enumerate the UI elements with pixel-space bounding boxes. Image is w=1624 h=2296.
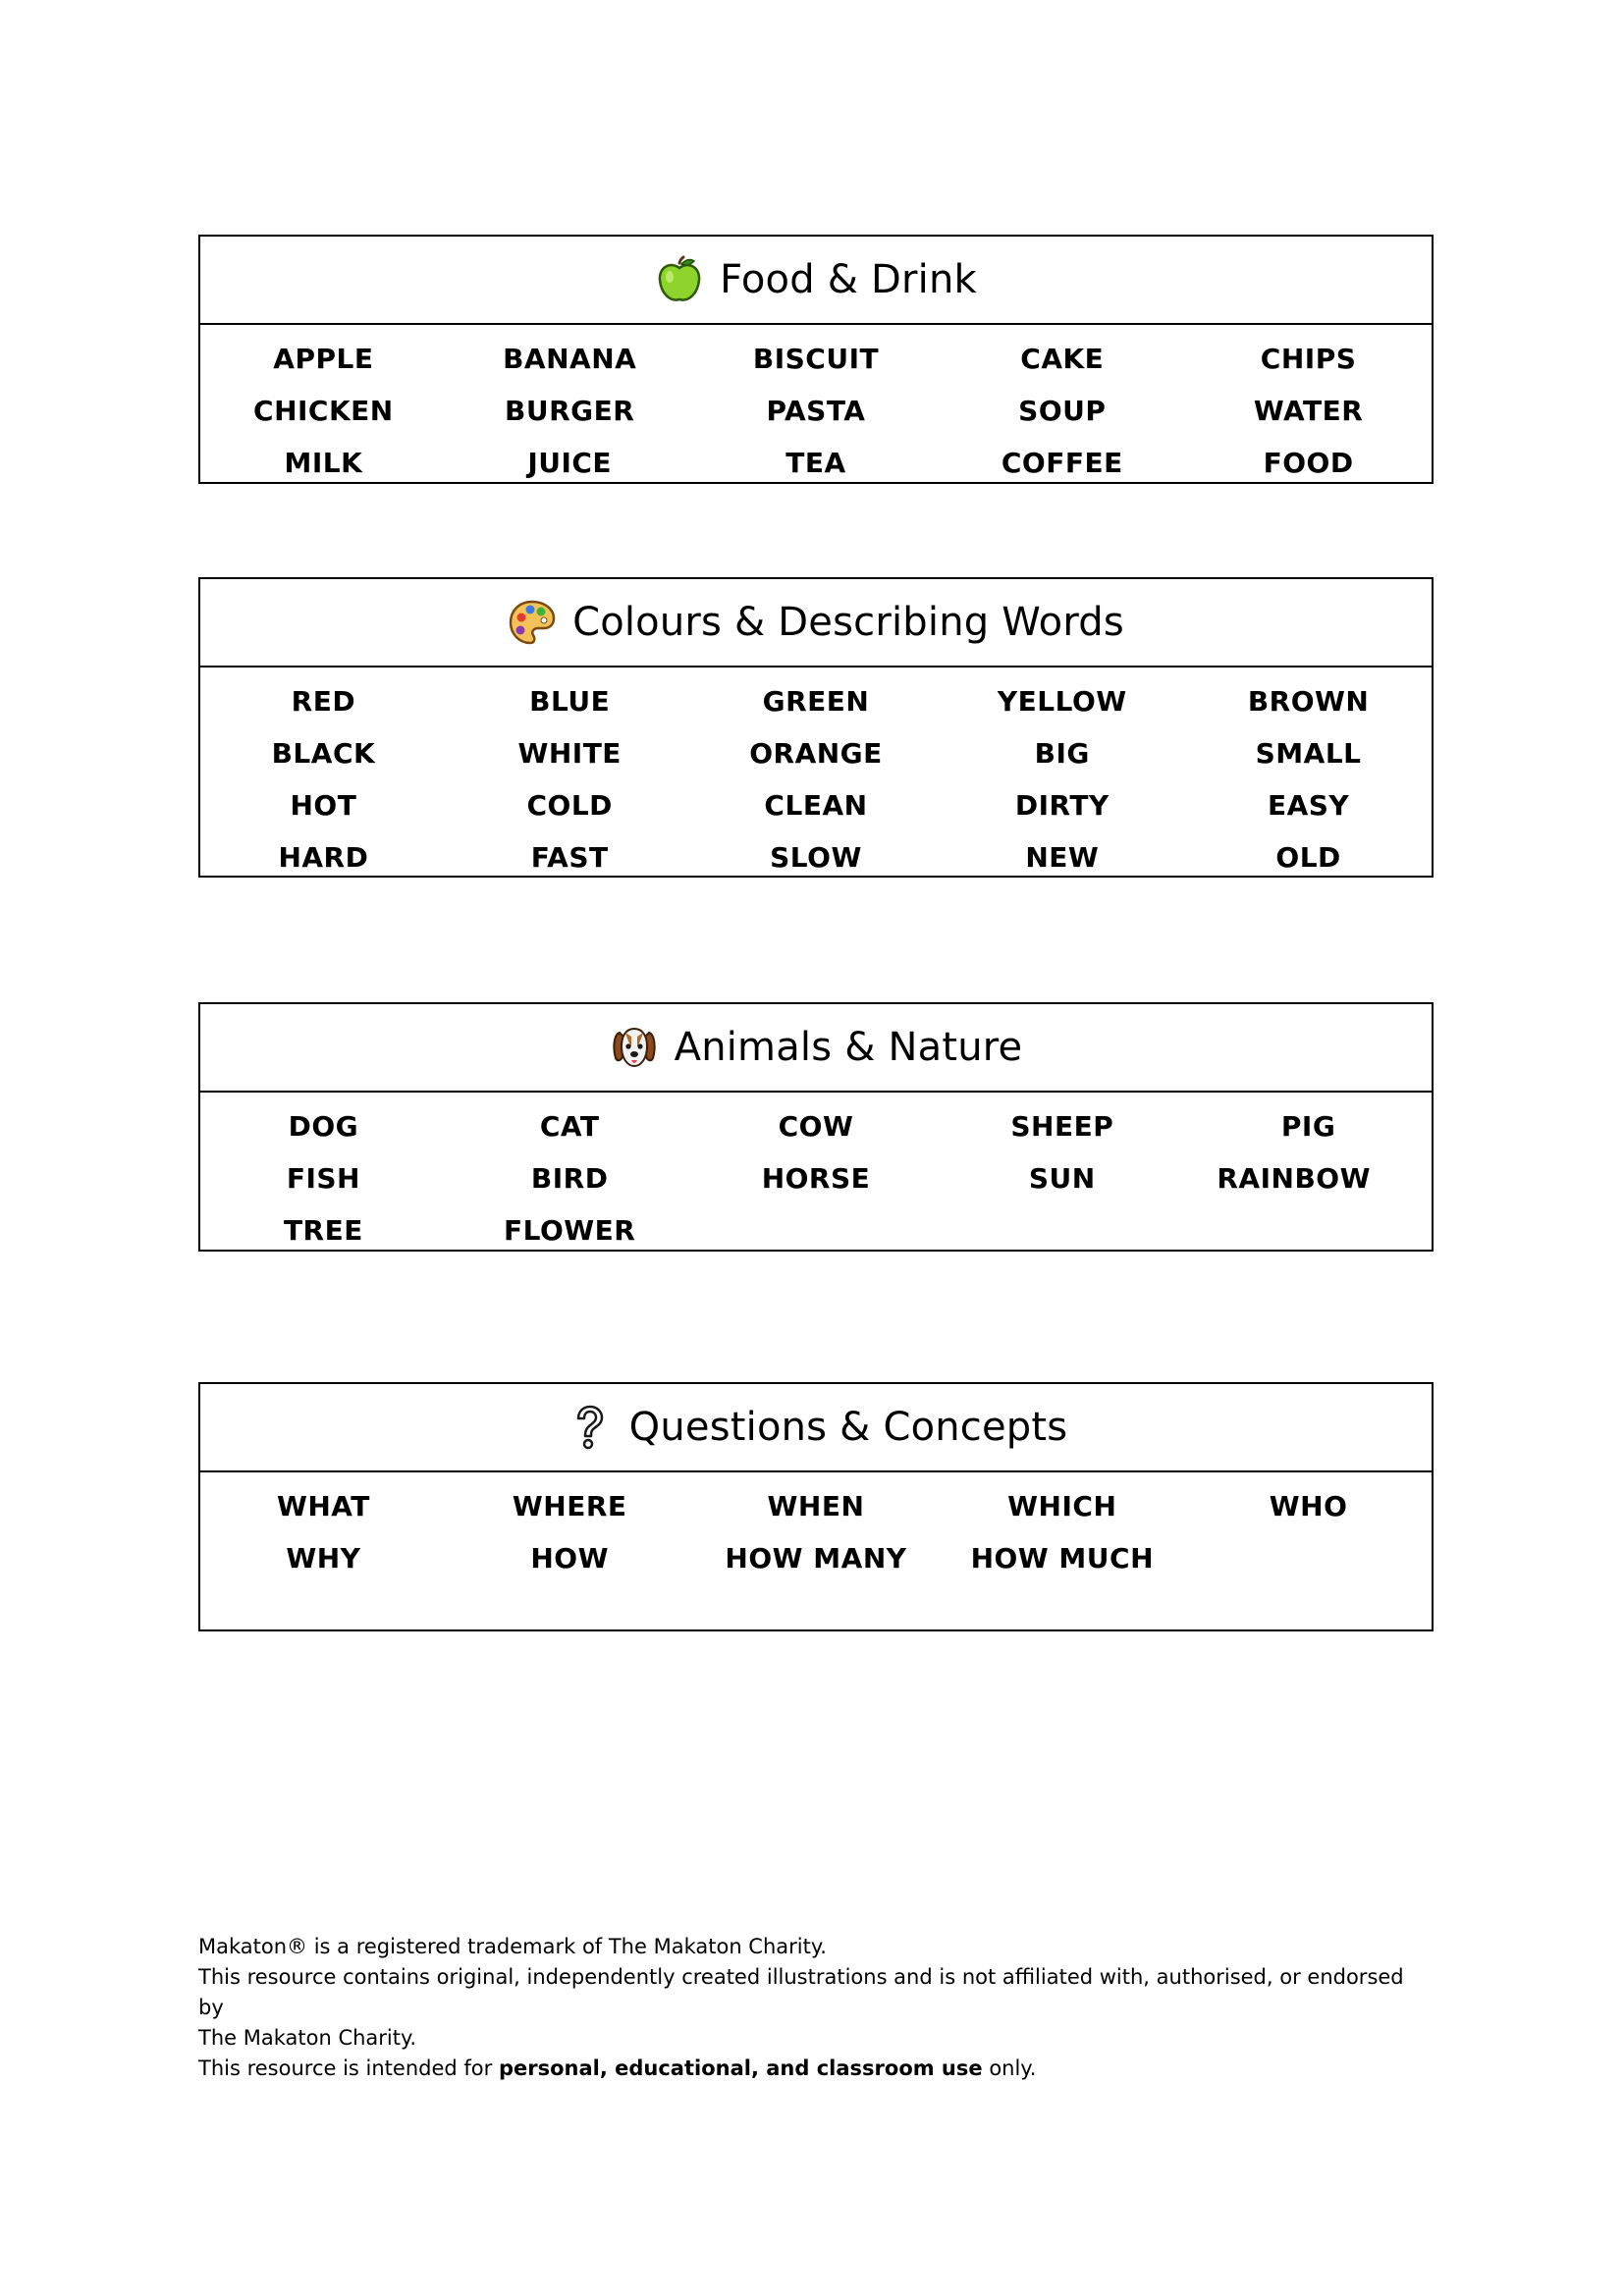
section-header bbox=[200, 579, 1432, 667]
word-item: WHY bbox=[286, 1542, 361, 1575]
word-item: WHERE bbox=[512, 1490, 627, 1522]
word-item: WHITE bbox=[517, 737, 622, 770]
word-item: FOOD bbox=[1263, 447, 1354, 479]
footer-line: This resource contains original, independently created illustrations and is not affiliated with, authorised, or endorsed by bbox=[198, 1965, 1404, 2019]
word-item: TREE bbox=[283, 1214, 363, 1247]
word-item: BURGER bbox=[505, 395, 635, 427]
word-item: HOT bbox=[290, 789, 357, 822]
word-item: DOG bbox=[288, 1110, 359, 1143]
word-item: SMALL bbox=[1255, 737, 1362, 770]
word-item: YELLOW bbox=[997, 685, 1127, 718]
dog-face-icon bbox=[610, 1023, 659, 1072]
word-item: PASTA bbox=[766, 395, 866, 427]
word-item: CLEAN bbox=[764, 789, 868, 822]
word-item: BANANA bbox=[503, 343, 637, 375]
section-food-drink bbox=[198, 235, 1434, 484]
word-item: ORANGE bbox=[749, 737, 883, 770]
word-item: BISCUIT bbox=[752, 343, 880, 375]
word-item: APPLE bbox=[273, 343, 374, 375]
footer-disclaimer bbox=[198, 1932, 1435, 2084]
word-item: WHEN bbox=[767, 1490, 865, 1522]
word-item: GREEN bbox=[762, 685, 870, 718]
green-apple-icon bbox=[655, 255, 704, 304]
word-item: COW bbox=[778, 1110, 854, 1143]
word-item: RED bbox=[291, 685, 356, 718]
word-item: NEW bbox=[1025, 841, 1100, 874]
word-item: BROWN bbox=[1247, 685, 1370, 718]
artist-palette-icon bbox=[508, 598, 557, 647]
footer-line bbox=[198, 2054, 1435, 2084]
word-grid bbox=[200, 1093, 1432, 1256]
word-item: FISH bbox=[286, 1162, 360, 1195]
section-colours-describing bbox=[198, 577, 1434, 878]
word-item: BIG bbox=[1034, 737, 1090, 770]
word-item: HORSE bbox=[761, 1162, 871, 1195]
section-title: Animals & Nature bbox=[674, 1025, 1023, 1070]
section-title: Colours & Describing Words bbox=[572, 600, 1124, 645]
word-item: FAST bbox=[530, 841, 609, 874]
section-header bbox=[200, 237, 1432, 325]
word-item: WHICH bbox=[1007, 1490, 1117, 1522]
word-item: CAKE bbox=[1020, 343, 1105, 375]
section-header bbox=[200, 1384, 1432, 1472]
word-item: TEA bbox=[785, 447, 846, 479]
word-item: CAT bbox=[539, 1110, 600, 1143]
word-item: FLOWER bbox=[504, 1214, 636, 1247]
footer-line: The Makaton Charity. bbox=[198, 2026, 417, 2050]
word-grid bbox=[200, 1472, 1432, 1584]
word-item: EASY bbox=[1267, 789, 1350, 822]
word-item: WHAT bbox=[276, 1490, 370, 1522]
word-item: BLUE bbox=[529, 685, 611, 718]
footer-text: This resource is intended for bbox=[198, 2056, 499, 2080]
word-item: HOW MANY bbox=[725, 1542, 907, 1575]
section-header bbox=[200, 1004, 1432, 1093]
word-item: RAINBOW bbox=[1217, 1162, 1371, 1195]
word-item: BLACK bbox=[271, 737, 376, 770]
word-item: BIRD bbox=[530, 1162, 609, 1195]
word-item: DIRTY bbox=[1014, 789, 1110, 822]
section-title: Questions & Concepts bbox=[628, 1405, 1068, 1450]
word-item: SUN bbox=[1028, 1162, 1096, 1195]
word-item: CHICKEN bbox=[253, 395, 394, 427]
word-item: HOW bbox=[530, 1542, 609, 1575]
footer-bold-text: personal, educational, and classroom use bbox=[498, 2056, 983, 2080]
word-grid bbox=[200, 667, 1432, 883]
word-item: CHIPS bbox=[1260, 343, 1357, 375]
section-questions-concepts bbox=[198, 1382, 1434, 1631]
word-item: COFFEE bbox=[1001, 447, 1123, 479]
word-item: MILK bbox=[284, 447, 363, 479]
word-item: SOUP bbox=[1018, 395, 1107, 427]
footer-text: only. bbox=[982, 2056, 1037, 2080]
word-grid bbox=[200, 325, 1432, 489]
word-item: HOW MUCH bbox=[970, 1542, 1155, 1575]
word-item: WHO bbox=[1269, 1490, 1348, 1522]
footer-line: Makaton® is a registered trademark of The Makaton Charity. bbox=[198, 1935, 827, 1958]
word-item: COLD bbox=[526, 789, 613, 822]
section-title: Food & Drink bbox=[720, 257, 977, 302]
word-item: HARD bbox=[278, 841, 369, 874]
word-item: WATER bbox=[1253, 395, 1364, 427]
word-item: PIG bbox=[1280, 1110, 1336, 1143]
section-animals-nature bbox=[198, 1002, 1434, 1252]
word-item: SHEEP bbox=[1010, 1110, 1114, 1143]
question-mark-icon bbox=[565, 1403, 614, 1452]
word-item: JUICE bbox=[527, 447, 613, 479]
word-item: SLOW bbox=[770, 841, 862, 874]
word-item: OLD bbox=[1275, 841, 1341, 874]
